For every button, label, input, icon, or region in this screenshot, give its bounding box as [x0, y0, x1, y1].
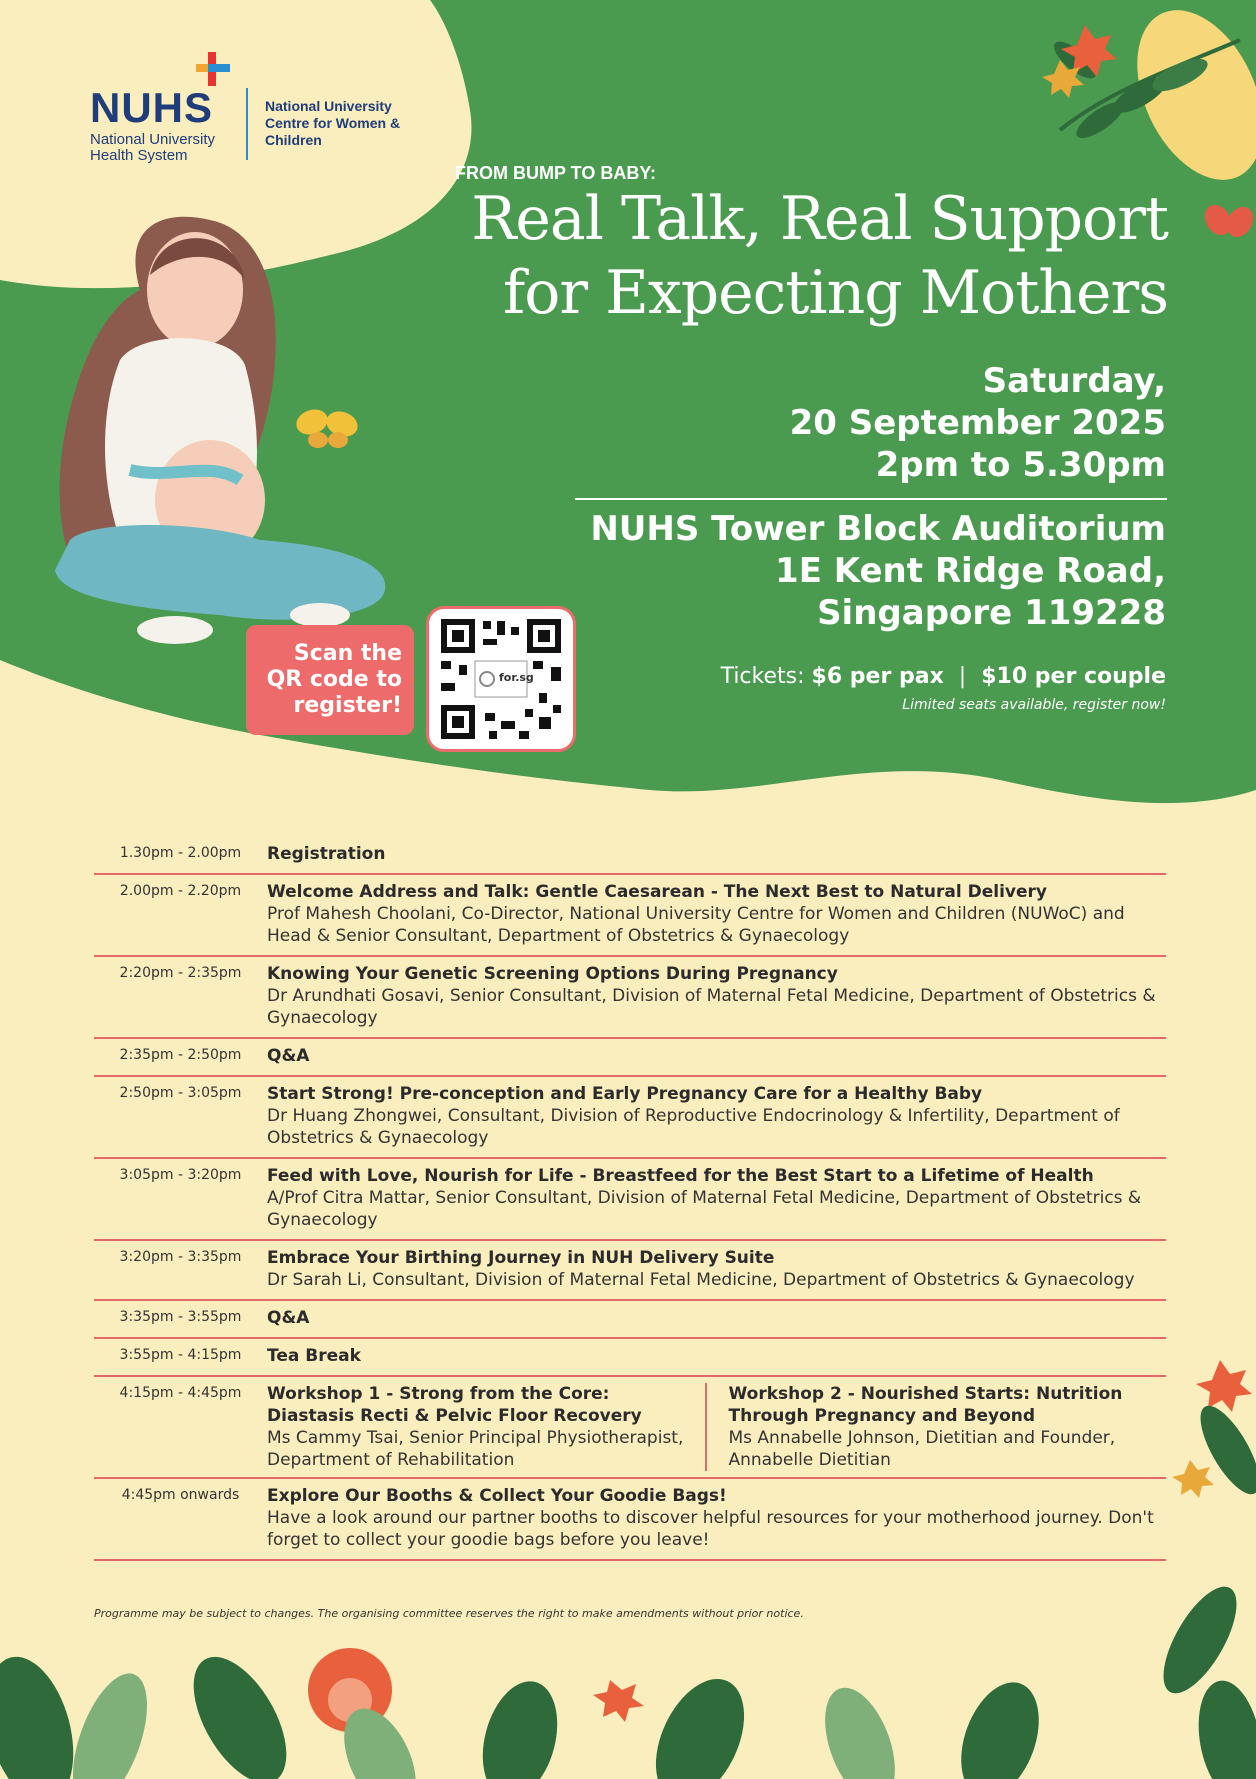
schedule-speaker: Dr Sarah Li, Consultant, Division of Maternal Fetal Medicine, Department of Obstetrics & Gynaecology — [267, 1270, 1135, 1290]
event-kicker: FROM BUMP TO BABY: — [455, 163, 656, 183]
schedule-title: Explore Our Booths & Collect Your Goodie Bags! — [267, 1486, 727, 1506]
schedule-description: Have a look around our partner booths to discover helpful resources for your motherhood journey. Don't forget to collect your goodie bags before you leave! — [267, 1508, 1154, 1550]
schedule-speaker: Prof Mahesh Choolani, Co-Director, National University Centre for Women and Children (NUWoC) and Head & Senior Consultant, Department of Obstetrics & Gynaecology — [267, 904, 1125, 946]
workshop-1-title: Workshop 1 - Strong from the Core: Diastasis Recti & Pelvic Floor Recovery — [267, 1384, 642, 1426]
scan-line-2: QR code to — [266, 667, 402, 692]
scan-line-3: register! — [293, 693, 402, 718]
ticket-price-couple: $10 per couple — [981, 664, 1166, 689]
divider-line — [575, 498, 1167, 500]
schedule-title: Knowing Your Genetic Screening Options During Pregnancy — [267, 964, 838, 984]
schedule-time: 3:35pm - 3:55pm — [119, 1309, 242, 1325]
workshop-1 — [267, 1383, 705, 1471]
event-datetime — [650, 360, 1166, 486]
tickets-label: Tickets: — [720, 664, 805, 689]
schedule-title: Q&A — [267, 1046, 310, 1066]
workshop-2-title: Workshop 2 - Nourished Starts: Nutrition Through Pregnancy and Beyond — [728, 1384, 1123, 1426]
schedule-row — [94, 1339, 1166, 1377]
registration-qr-code[interactable] — [426, 606, 576, 752]
schedule-row — [94, 837, 1166, 875]
schedule-time: 3:05pm - 3:20pm — [119, 1167, 242, 1183]
logo-name: National University Health System — [90, 131, 216, 164]
schedule-time: 1.30pm - 2.00pm — [119, 845, 242, 861]
schedule-title: Feed with Love, Nourish for Life - Breastfeed for the Best Start to a Lifetime of Health — [267, 1166, 1094, 1186]
scan-line-1: Scan the — [293, 641, 402, 666]
logo-centre-name: National University Centre for Women & Children — [265, 98, 401, 148]
ticket-price-single: $6 per pax — [811, 664, 944, 689]
event-time: 2pm to 5.30pm — [875, 445, 1166, 485]
schedule-row — [94, 1479, 1166, 1561]
schedule-row — [94, 1077, 1166, 1159]
schedule-row — [94, 1159, 1166, 1241]
schedule-title: Tea Break — [267, 1346, 361, 1366]
ticket-pricing — [650, 664, 1166, 689]
schedule-row — [94, 1039, 1166, 1077]
title-line-2: for Expecting Mothers — [503, 258, 1168, 328]
venue-line-1: NUHS Tower Block Auditorium — [590, 509, 1166, 549]
event-day: Saturday, — [982, 361, 1166, 401]
programme-footnote: Programme may be subject to changes. The organising committee reserves the right to make amendments without prior notice. — [94, 1607, 804, 1620]
schedule-row — [94, 1301, 1166, 1339]
schedule-time: 3:20pm - 3:35pm — [119, 1249, 242, 1265]
venue-line-2: 1E Kent Ridge Road, — [775, 551, 1166, 591]
workshop-1-speaker: Ms Cammy Tsai, Senior Principal Physiotherapist, Department of Rehabilitation — [267, 1428, 684, 1470]
schedule-time: 2:20pm - 2:35pm — [119, 965, 242, 981]
limited-seats-note: Limited seats available, register now! — [902, 697, 1166, 713]
logo-divider — [246, 88, 248, 160]
schedule-time: 4:15pm - 4:45pm — [119, 1385, 242, 1401]
schedule-time: 2:35pm - 2:50pm — [119, 1047, 242, 1063]
schedule-row — [94, 957, 1166, 1039]
schedule-speaker: A/Prof Citra Mattar, Senior Consultant, Division of Maternal Fetal Medicine, Department of Obstetrics & Gynaecology — [267, 1188, 1142, 1230]
event-date: 20 September 2025 — [789, 403, 1166, 443]
workshop-2 — [705, 1383, 1167, 1471]
schedule-row-workshops — [94, 1377, 1166, 1479]
logo-abbr: NUHS — [90, 84, 214, 131]
title-line-1: Real Talk, Real Support — [471, 184, 1168, 254]
event-venue — [540, 508, 1166, 634]
schedule-time: 4:45pm onwards — [121, 1487, 240, 1503]
venue-line-3: Singapore 119228 — [817, 593, 1166, 633]
programme-schedule — [94, 837, 1166, 1561]
schedule-speaker: Dr Huang Zhongwei, Consultant, Division of Reproductive Endocrinology & Infertility, Department of Obstetrics & Gynaecology — [267, 1106, 1120, 1148]
qr-label: for.sg — [499, 671, 534, 684]
event-title — [420, 182, 1168, 330]
schedule-title: Welcome Address and Talk: Gentle Caesarean - The Next Best to Natural Delivery — [267, 882, 1047, 902]
schedule-title: Q&A — [267, 1308, 310, 1328]
schedule-row — [94, 1241, 1166, 1301]
schedule-title: Start Strong! Pre-conception and Early Pregnancy Care for a Healthy Baby — [267, 1084, 983, 1104]
schedule-row — [94, 875, 1166, 957]
workshop-2-speaker: Ms Annabelle Johnson, Dietitian and Founder, Annabelle Dietitian — [728, 1428, 1116, 1470]
schedule-time: 3:55pm - 4:15pm — [119, 1347, 242, 1363]
schedule-time: 2.00pm - 2.20pm — [119, 883, 242, 899]
schedule-title: Registration — [267, 844, 386, 864]
schedule-title: Embrace Your Birthing Journey in NUH Delivery Suite — [267, 1248, 775, 1268]
schedule-speaker: Dr Arundhati Gosavi, Senior Consultant, Division of Maternal Fetal Medicine, Department of Obstetrics & Gynaecology — [267, 986, 1156, 1028]
ticket-separator: | — [958, 664, 967, 689]
schedule-time: 2:50pm - 3:05pm — [119, 1085, 242, 1101]
scan-callout — [246, 625, 414, 735]
